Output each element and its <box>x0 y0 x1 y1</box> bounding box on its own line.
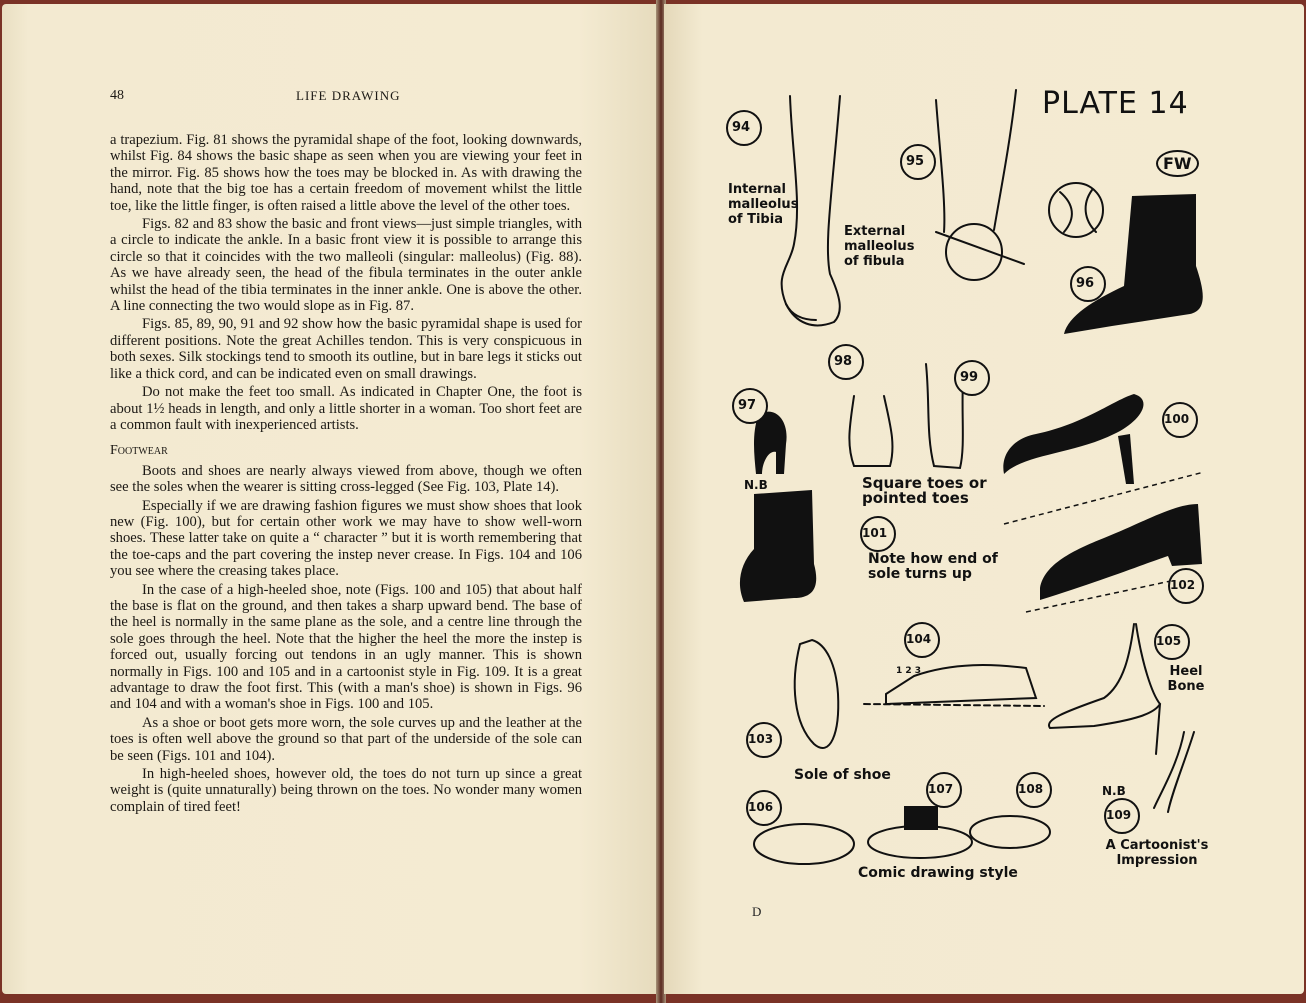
label-nb-2: N.B <box>1102 784 1126 798</box>
label-comic-style: Comic drawing style <box>858 865 1018 881</box>
label-cartoonist: A Cartoonist's Impression <box>1105 838 1209 868</box>
fig-96: 96 <box>1076 276 1095 291</box>
label-nb: N.B <box>744 478 768 492</box>
label-sole-of-shoe: Sole of shoe <box>794 767 891 783</box>
label-external-malleolus: External malleolus of fibula <box>844 224 915 269</box>
label-square-toes: Square toes or pointed toes <box>862 474 987 507</box>
fig-101: 101 <box>862 526 888 540</box>
paragraph: Boots and shoes are nearly always viewed from above, though we often see the soles when the wearer is sitting cross-legged (See Fig. 103, Plate 14). <box>110 462 582 496</box>
label-internal-malleolus: Internal malleolus of Tibia <box>728 182 799 227</box>
fig-108: 108 <box>1018 782 1044 796</box>
artist-signature: FW <box>1156 150 1199 177</box>
paragraph: a trapezium. Fig. 81 shows the pyramidal shape of the foot, looking downwards, whilst Fig. 84 shows the basic shape as seen when you are viewing your feet in the mirror. Fig. 85 shows how the toes may be blocked in. As with drawing the hand, note that the big toe has a certain freedom of movement whilst the little toe, like the little finger, is often raised a little above the level of the other toes. <box>110 132 582 214</box>
page-number: 48 <box>110 88 124 103</box>
fig-99: 99 <box>960 370 979 385</box>
fig-104: 104 <box>906 632 932 646</box>
fig-105: 105 <box>1156 634 1182 648</box>
fig-102: 102 <box>1170 578 1196 592</box>
fig-109: 109 <box>1106 808 1132 822</box>
paragraph: Figs. 85, 89, 90, 91 and 92 show how the basic pyramidal shape is used for different positions. Note the great Achilles tendon. This is very conspicuous in both sexes. Silk stockings tend to smooth its outline, but in bare legs it sticks out like a thick cord, and can be indicated even on small drawings. <box>110 316 582 382</box>
running-title: LIFE DRAWING <box>296 88 401 103</box>
body-text <box>110 132 582 817</box>
section-heading: Footwear <box>110 443 168 459</box>
label-toe-numbers: 1 2 3 <box>896 666 922 676</box>
label-heel-bone: Heel Bone <box>1167 664 1205 694</box>
plate-title: PLATE 14 <box>1042 86 1189 121</box>
plate-illustration <box>664 4 1304 994</box>
paragraph: Figs. 82 and 83 show the basic and front views—just simple triangles, with a circle to indicate the ankle. In a basic front view it is possible to arrange this circle so that it coincides with the two malleoli (singular: malleolus) (Fig. 88). As we have already seen, the head of the fibula terminates in the outer ankle whilst the head of the tibia terminates in the inner ankle. One is above the other. A line connecting the two would slope as in Fig. 87. <box>110 216 582 315</box>
right-page <box>664 4 1304 994</box>
fig-107: 107 <box>928 782 954 796</box>
paragraph: In the case of a high-heeled shoe, note (Figs. 100 and 105) that about half the base is flat on the ground, and then takes a sharp upward bend. The base of the heel is normally in the same plane as the sole, and a centre line through the sole goes through the heel. Note that the higher the heel the more the instep is forced out, usually forcing out tendons in an ugly manner. This is shown normally in Figs. 100 and 105 and in a cartoonist style in Fig. 109. It is a great advantage to draw the foot first. This (with a man's shoe) is shown in Figs. 96 and 104 and with a woman's shoe in Figs. 100 and 105. <box>110 581 582 713</box>
paragraph: As a shoe or boot gets more worn, the sole curves up and the leather at the toes is often well above the ground so that part of the underside of the sole can be seen (Figs. 101 and 104). <box>110 714 582 764</box>
paragraph: Do not make the feet too small. As indicated in Chapter One, the foot is about 1½ heads in length, and only a little shorter in a woman. Too short feet are a common fault with inexperienced artists. <box>110 384 582 433</box>
fig-98: 98 <box>834 354 853 369</box>
fig-97: 97 <box>738 398 757 413</box>
fig-95: 95 <box>906 154 925 169</box>
fig-100: 100 <box>1164 412 1190 426</box>
label-note-sole: Note how end of sole turns up <box>868 551 998 582</box>
fig-94: 94 <box>732 120 751 135</box>
fig-106: 106 <box>748 800 774 814</box>
fig-103: 103 <box>748 732 774 746</box>
paragraph: Especially if we are drawing fashion figures we must show shoes that look new (Fig. 100), but for certain other work we may have to show well-worn shoes. These latter take on quite a “ character ” but it is worth remembering that the toe-caps and the part covering the instep never crease. In Figs. 104 and 106 you see where the creasing takes place. <box>110 497 582 580</box>
signature-letter: D <box>752 904 762 919</box>
paragraph: In high-heeled shoes, however old, the toes do not turn up since a great weight is (quite unnaturally) being thrown on the toes. No wonder many women complain of tired feet! <box>110 766 582 815</box>
left-page <box>2 4 658 994</box>
